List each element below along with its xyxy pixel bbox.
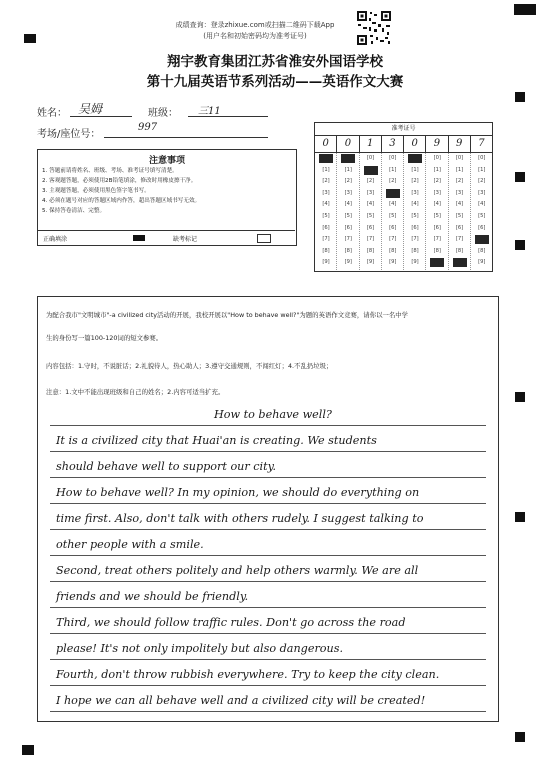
- exam-id-bubble[interactable]: [4]: [455, 201, 464, 208]
- exam-id-bubble[interactable]: [1]: [478, 166, 486, 173]
- essay-line: Second, treat others politely and help others warmly. We are all: [56, 564, 419, 577]
- exam-id-bubble[interactable]: [7]: [389, 236, 397, 243]
- exam-id-column: [449, 153, 471, 270]
- class-underline: [188, 116, 268, 117]
- prompt-notes: 注意：1.文中不能出现班级和自己的姓名；2.内容可适当扩充。: [46, 388, 225, 396]
- exam-id-bubble[interactable]: [2]: [389, 178, 397, 185]
- exam-id-bubble[interactable]: [4]: [344, 201, 352, 208]
- exam-id-bubble[interactable]: [1]: [433, 166, 441, 173]
- exam-id-column: [426, 153, 448, 270]
- exam-id-digits: [315, 135, 492, 153]
- notice-item: 1. 答题前请将姓名、班级、考场、准考证号填写清楚。: [42, 168, 178, 174]
- exam-id-bubble[interactable]: [5]: [433, 213, 441, 219]
- exam-id-bubble[interactable]: [4]: [322, 201, 330, 208]
- exam-id-digit: 3: [382, 135, 404, 152]
- essay-line: friends and we should be friendly.: [56, 590, 249, 603]
- exam-id-digit: 0: [315, 135, 337, 152]
- exam-id-bubble[interactable]: [4]: [433, 201, 441, 208]
- essay-line: please! It's not only impolitely but also dangerous.: [56, 642, 344, 655]
- registration-mark: [22, 745, 34, 755]
- exam-id-bubble[interactable]: [5]: [478, 213, 486, 219]
- exam-id-bubble[interactable]: [2]: [411, 178, 419, 185]
- exam-id-grid: [314, 122, 493, 272]
- exam-id-digit: 9: [449, 135, 471, 152]
- name-label: 姓名：: [37, 108, 67, 119]
- exam-id-bubble[interactable]: [3]: [344, 189, 352, 196]
- writing-line: [50, 581, 486, 582]
- registration-mark: [515, 92, 525, 102]
- writing-line: [50, 555, 486, 556]
- essay-line: should behave well to support our city.: [56, 460, 277, 473]
- essay-line: time first. Also, don't talk with others rudely. I suggest talking to: [56, 512, 424, 525]
- exam-id-bubble[interactable]: [3]: [366, 189, 375, 196]
- registration-mark: [24, 34, 36, 43]
- exam-id-bubble[interactable]: [3]: [322, 189, 330, 196]
- exam-id-bubble[interactable]: [4]: [478, 201, 486, 208]
- exam-id-bubble[interactable]: [9]: [366, 259, 375, 266]
- exam-id-bubble-filled[interactable]: [9]: [430, 258, 444, 267]
- exam-id-bubble-filled[interactable]: [9]: [453, 258, 467, 267]
- exam-id-bubble[interactable]: [5]: [411, 213, 419, 219]
- exam-id-bubble[interactable]: [3]: [478, 189, 486, 196]
- exam-id-bubble[interactable]: [5]: [389, 213, 397, 219]
- prompt-intro: 为配合我市"文明城市"-a civilized city活动的开展，我校开展以"How to behave well?"为题的英语作文竞赛，请你以一名中学: [46, 311, 409, 319]
- exam-id-bubble-filled[interactable]: [0]: [341, 154, 355, 163]
- writing-line: [50, 503, 486, 504]
- name-value: 吴姆: [78, 102, 103, 116]
- exam-id-bubble[interactable]: [0]: [433, 155, 441, 161]
- correct-fill-swatch: [133, 235, 145, 241]
- exam-id-digit: 0: [404, 135, 426, 152]
- writing-line: [50, 659, 486, 660]
- essay-line: other people with a smile.: [56, 538, 204, 551]
- exam-id-bubble[interactable]: [0]: [366, 155, 375, 161]
- exam-id-bubble[interactable]: [6]: [366, 224, 375, 231]
- name-underline: [70, 116, 132, 117]
- registration-mark: [515, 392, 525, 402]
- exam-id-bubble[interactable]: [3]: [455, 189, 464, 196]
- exam-id-digit: 1: [360, 135, 382, 152]
- exam-id-bubble[interactable]: [6]: [344, 224, 352, 231]
- exam-id-bubble[interactable]: [5]: [366, 213, 375, 219]
- essay-line: It is a civilized city that Huai'an is creating. We students: [56, 434, 377, 447]
- essay-title: How to behave well?: [214, 408, 332, 421]
- registration-mark: [514, 4, 536, 15]
- exam-id-bubble[interactable]: [5]: [322, 213, 330, 219]
- exam-id-bubble[interactable]: [3]: [433, 189, 441, 196]
- exam-id-bubble-filled[interactable]: [0]: [319, 154, 333, 163]
- exam-id-bubble-filled[interactable]: [7]: [475, 235, 489, 244]
- exam-id-bubble[interactable]: [8]: [344, 247, 352, 254]
- writing-line: [50, 607, 486, 608]
- registration-mark: [515, 240, 525, 250]
- exam-id-column: [382, 153, 404, 270]
- exam-id-bubble-filled[interactable]: [1]: [364, 166, 378, 175]
- exam-id-column: [315, 153, 337, 270]
- exam-id-bubble[interactable]: [7]: [322, 236, 330, 243]
- exam-id-digit: 0: [337, 135, 359, 152]
- writing-line: [50, 529, 486, 530]
- registration-mark: [515, 172, 525, 182]
- exam-id-column: [360, 153, 382, 270]
- exam-id-bubble[interactable]: [8]: [455, 247, 464, 254]
- exam-id-bubble[interactable]: [6]: [322, 224, 330, 231]
- exam-id-column: [404, 153, 426, 270]
- exam-id-bubble[interactable]: [3]: [411, 189, 419, 196]
- exam-id-bubble[interactable]: [1]: [411, 166, 419, 173]
- exam-id-bubble[interactable]: [6]: [411, 224, 419, 231]
- registration-mark: [515, 512, 525, 522]
- exam-id-bubble[interactable]: [6]: [478, 224, 486, 231]
- login-hint-line: (用户名和初始密码均为准考证号): [203, 32, 307, 40]
- writing-line: [50, 425, 486, 426]
- exam-id-bubble[interactable]: [4]: [411, 201, 419, 208]
- exam-id-bubble[interactable]: [7]: [411, 236, 419, 243]
- essay-line: Fourth, don't throw rubbish everywhere. Try to keep the city clean.: [56, 668, 440, 681]
- writing-line: [50, 711, 486, 712]
- prompt-intro-continued: 生的身份写一篇100-120词的短文参赛。: [46, 334, 163, 342]
- exam-id-column: [471, 153, 492, 270]
- essay-line: How to behave well? In my opinion, we should do everything on: [56, 486, 420, 499]
- exam-id-bubble[interactable]: [9]: [322, 259, 330, 266]
- exam-id-bubble[interactable]: [0]: [455, 155, 464, 161]
- exam-id-bubble[interactable]: [1]: [389, 166, 397, 173]
- school-title: 翔宇教育集团江苏省淮安外国语学校: [167, 54, 383, 70]
- writing-line: [50, 685, 486, 686]
- exam-id-bubble[interactable]: [2]: [455, 178, 464, 185]
- exam-id-bubble[interactable]: [6]: [433, 224, 441, 231]
- exam-id-title: 准考证号: [315, 123, 492, 136]
- exam-id-bubble[interactable]: [9]: [389, 259, 397, 266]
- exam-id-bubble[interactable]: [8]: [366, 247, 375, 254]
- exam-id-bubble[interactable]: [2]: [433, 178, 441, 185]
- exam-id-digit: 9: [426, 135, 448, 152]
- exam-id-bubble[interactable]: [6]: [389, 224, 397, 231]
- essay-answer-box: [37, 296, 499, 722]
- notice-item: 2. 客观题答题，必须使用2B铅笔填涂，修改时用橡皮擦干净。: [42, 178, 197, 184]
- exam-id-bubble[interactable]: [9]: [344, 259, 352, 266]
- exam-id-bubble[interactable]: [1]: [455, 166, 464, 173]
- exam-id-bubble[interactable]: [1]: [322, 166, 330, 173]
- exam-id-bubble[interactable]: [0]: [478, 155, 486, 161]
- exam-id-bubble[interactable]: [2]: [344, 178, 352, 185]
- writing-line: [50, 633, 486, 634]
- exam-id-bubble[interactable]: [5]: [455, 213, 464, 219]
- exam-id-bubble[interactable]: [8]: [433, 247, 441, 254]
- seat-value: 997: [138, 122, 158, 133]
- exam-id-bubble[interactable]: [0]: [389, 155, 397, 161]
- exam-id-digit: 7: [478, 138, 485, 149]
- writing-line: [50, 477, 486, 478]
- score-query-note: [150, 20, 360, 42]
- exam-id-bubble[interactable]: [8]: [411, 247, 419, 254]
- exam-id-bubble[interactable]: [8]: [389, 247, 397, 254]
- qr-code: [356, 10, 392, 46]
- essay-line: Third, we should follow traffic rules. Don't go across the road: [56, 616, 406, 629]
- exam-id-bubble[interactable]: [8]: [478, 247, 486, 254]
- exam-id-bubble[interactable]: [5]: [344, 213, 352, 219]
- exam-id-bubbles: [315, 153, 492, 270]
- exam-id-bubble[interactable]: [8]: [322, 247, 330, 254]
- seat-label: 考场/座位号：: [37, 129, 101, 140]
- absent-label: 缺考标记: [173, 236, 198, 243]
- class-label: 班级：: [148, 108, 178, 119]
- exam-id-bubble[interactable]: [7]: [344, 236, 352, 243]
- exam-id-column: [337, 153, 359, 270]
- class-value: 三11: [198, 106, 221, 117]
- notice-item: 3. 主观题答题，必须使用黑色签字笔书写。: [42, 188, 150, 194]
- exam-id-bubble[interactable]: [1]: [344, 166, 352, 173]
- absent-checkbox[interactable]: [257, 234, 271, 243]
- exam-id-bubble[interactable]: [9]: [411, 259, 419, 266]
- exam-id-bubble[interactable]: [7]: [366, 236, 375, 243]
- fill-legend: [37, 230, 295, 245]
- notice-item: 5. 保持答卷清洁、完整。: [42, 208, 106, 214]
- seat-underline: [104, 137, 268, 138]
- exam-id-bubble[interactable]: [2]: [478, 178, 486, 185]
- exam-id-bubble[interactable]: [4]: [366, 201, 375, 208]
- exam-id-bubble-filled[interactable]: [3]: [386, 189, 400, 198]
- exam-id-bubble[interactable]: [6]: [455, 224, 464, 231]
- notice-list: [38, 166, 200, 216]
- exam-id-bubble[interactable]: [2]: [366, 178, 375, 185]
- prompt-content-hints: 内容包括：1.守时，不说脏话；2.礼貌待人，热心助人；3.遵守交通规则，不闯红灯；4.不乱扔垃圾；: [46, 362, 333, 370]
- score-query-line: 成绩查询：登录zhixue.com或扫描二维码下载App: [175, 21, 335, 29]
- exam-id-bubble[interactable]: [4]: [389, 201, 397, 208]
- exam-id-bubble[interactable]: [9]: [478, 259, 486, 266]
- writing-line: [50, 451, 486, 452]
- registration-mark: [515, 732, 525, 742]
- essay-line: I hope we can all behave well and a civilized city will be created!: [56, 694, 426, 707]
- contest-title: 第十九届英语节系列活动——英语作文大赛: [146, 74, 404, 90]
- exam-id-bubble[interactable]: [2]: [322, 178, 330, 185]
- correct-fill-label: 正确填涂: [43, 236, 68, 243]
- exam-id-bubble[interactable]: [7]: [455, 236, 464, 243]
- notice-title: 注意事项: [148, 156, 185, 166]
- notice-item: 4. 必须在题号对应的答题区域内作答，超出答题区域书写无效。: [42, 198, 201, 204]
- exam-id-bubble-filled[interactable]: [0]: [408, 154, 422, 163]
- exam-id-bubble[interactable]: [7]: [433, 236, 441, 243]
